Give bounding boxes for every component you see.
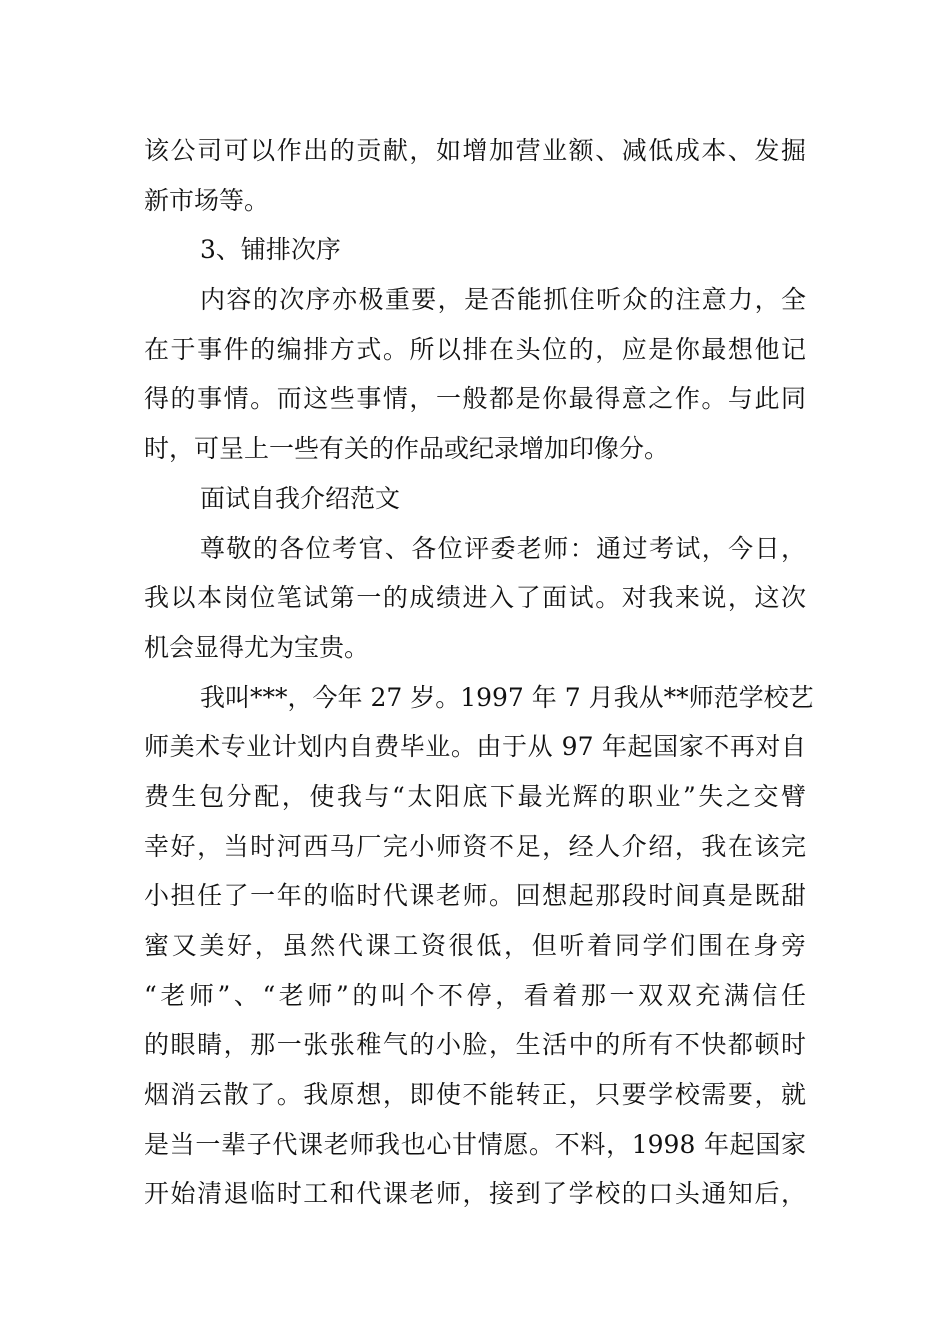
text-line: 是当一辈子代课老师我也心甘情愿。不料，1998 年起国家 bbox=[144, 1129, 806, 1159]
text-line: 小担任了一年的临时代课老师。回想起那段时间真是既甜 bbox=[144, 881, 806, 911]
text-line: 新市场等。 bbox=[144, 185, 270, 215]
text-line: 我以本岗位笔试第一的成绩进入了面试。对我来说，这次 bbox=[144, 583, 806, 613]
text-line: 机会显得尤为宝贵。 bbox=[144, 632, 370, 662]
text-line: 烟消云散了。我原想，即使不能转正，只要学校需要，就 bbox=[144, 1080, 806, 1110]
text-line: 幸好，当时河西马厂完小师资不足，经人介绍，我在该完 bbox=[144, 831, 806, 861]
document-body bbox=[144, 126, 814, 1219]
section-heading: 3、铺排次序 bbox=[200, 235, 341, 265]
text-line: 尊敬的各位考官、各位评委老师：通过考试，今日， bbox=[200, 533, 806, 563]
text-line: 的眼睛，那一张张稚气的小脸，生活中的所有不快都顿时 bbox=[144, 1030, 806, 1060]
text-line: 我叫***，今年 27 岁。1997 年 7 月我从**师范学校艺 bbox=[200, 682, 814, 712]
text-line: 得的事情。而这些事情，一般都是你最得意之作。与此同 bbox=[144, 384, 806, 414]
text-line: 开始清退临时工和代课老师，接到了学校的口头通知后， bbox=[144, 1179, 806, 1209]
text-line: 该公司可以作出的贡献，如增加营业额、减低成本、发掘 bbox=[144, 136, 806, 165]
text-line: 费生包分配，使我与“太阳底下最光辉的职业”失之交臂 bbox=[144, 781, 806, 811]
text-line: 蜜又美好，虽然代课工资很低，但听着同学们围在身旁 bbox=[144, 931, 806, 960]
section-heading: 面试自我介绍范文 bbox=[200, 483, 401, 513]
text-line: 内容的次序亦极重要，是否能抓住听众的注意力，全 bbox=[200, 285, 806, 315]
text-line: 时，可呈上一些有关的作品或纪录增加印像分。 bbox=[144, 434, 670, 464]
text-line: 在于事件的编排方式。所以排在头位的，应是你最想他记 bbox=[144, 334, 806, 364]
text-line: 师美术专业计划内自费毕业。由于从 97 年起国家不再对自 bbox=[144, 732, 806, 762]
text-line: “老师”、“老师”的叫个不停，看着那一双双充满信任 bbox=[144, 980, 806, 1010]
